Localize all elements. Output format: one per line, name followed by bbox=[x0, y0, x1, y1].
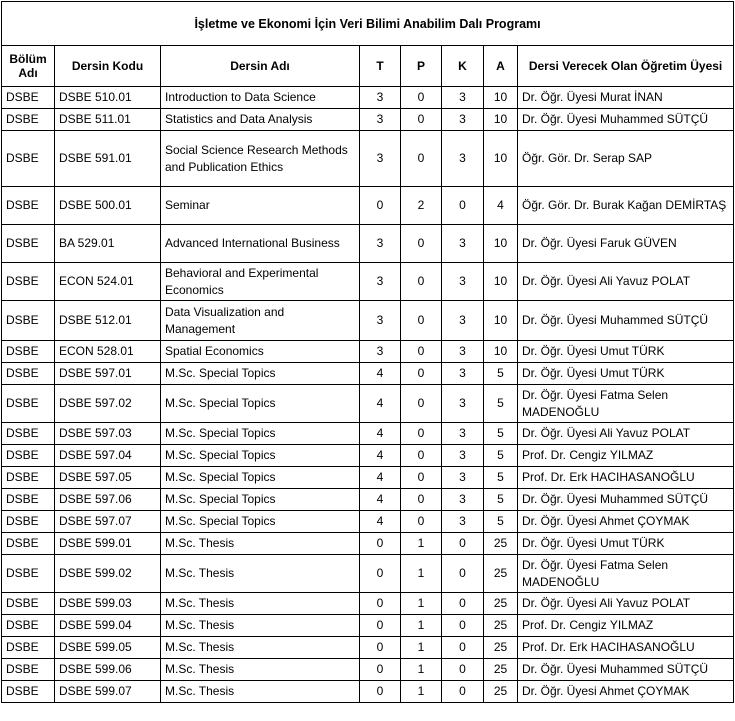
cell-p: 1 bbox=[401, 615, 442, 637]
cell-p: 0 bbox=[401, 489, 442, 511]
table-row bbox=[2, 301, 734, 341]
cell-a: 5 bbox=[484, 385, 518, 423]
cell-p: 0 bbox=[401, 225, 442, 263]
cell-p: 1 bbox=[401, 659, 442, 681]
cell-a: 4 bbox=[484, 187, 518, 225]
cell-course-name: M.Sc. Thesis bbox=[161, 555, 360, 593]
cell-course-code: DSBE 597.05 bbox=[55, 467, 161, 489]
cell-course-code: DSBE 597.07 bbox=[55, 511, 161, 533]
cell-course-name: Behavioral and Experimental Economics bbox=[161, 263, 360, 301]
cell-instructor: Öğr. Gör. Dr. Serap SAP bbox=[518, 131, 734, 187]
table-row bbox=[2, 423, 734, 445]
cell-department: DSBE bbox=[2, 445, 55, 467]
cell-course-name: M.Sc. Special Topics bbox=[161, 423, 360, 445]
cell-department: DSBE bbox=[2, 363, 55, 385]
cell-k: 3 bbox=[442, 263, 484, 301]
cell-t: 4 bbox=[360, 385, 401, 423]
cell-instructor: Dr. Öğr. Üyesi Umut TÜRK bbox=[518, 341, 734, 363]
cell-department: DSBE bbox=[2, 423, 55, 445]
cell-k: 0 bbox=[442, 593, 484, 615]
cell-t: 0 bbox=[360, 615, 401, 637]
cell-instructor: Prof. Dr. Erk HACIHASANOĞLU bbox=[518, 637, 734, 659]
cell-t: 0 bbox=[360, 659, 401, 681]
cell-course-code: DSBE 597.04 bbox=[55, 445, 161, 467]
cell-p: 1 bbox=[401, 555, 442, 593]
cell-a: 5 bbox=[484, 445, 518, 467]
cell-t: 0 bbox=[360, 681, 401, 703]
cell-instructor: Dr. Öğr. Üyesi Ahmet ÇOYMAK bbox=[518, 511, 734, 533]
cell-department: DSBE bbox=[2, 109, 55, 131]
cell-course-name: M.Sc. Special Topics bbox=[161, 385, 360, 423]
cell-a: 25 bbox=[484, 637, 518, 659]
cell-department: DSBE bbox=[2, 511, 55, 533]
cell-course-code: DSBE 597.01 bbox=[55, 363, 161, 385]
cell-p: 1 bbox=[401, 637, 442, 659]
cell-k: 3 bbox=[442, 87, 484, 109]
cell-t: 3 bbox=[360, 225, 401, 263]
cell-department: DSBE bbox=[2, 555, 55, 593]
cell-instructor: Dr. Öğr. Üyesi Ahmet ÇOYMAK bbox=[518, 681, 734, 703]
cell-course-code: DSBE 599.07 bbox=[55, 681, 161, 703]
cell-k: 0 bbox=[442, 659, 484, 681]
cell-k: 3 bbox=[442, 363, 484, 385]
cell-course-code: DSBE 510.01 bbox=[55, 87, 161, 109]
header-course-code: Dersin Kodu bbox=[55, 46, 161, 87]
cell-k: 3 bbox=[442, 225, 484, 263]
cell-k: 3 bbox=[442, 445, 484, 467]
cell-a: 5 bbox=[484, 423, 518, 445]
table-row bbox=[2, 467, 734, 489]
cell-course-name: M.Sc. Thesis bbox=[161, 533, 360, 555]
cell-course-name: Seminar bbox=[161, 187, 360, 225]
cell-t: 3 bbox=[360, 341, 401, 363]
table-row bbox=[2, 87, 734, 109]
cell-t: 4 bbox=[360, 511, 401, 533]
cell-course-code: DSBE 599.03 bbox=[55, 593, 161, 615]
cell-department: DSBE bbox=[2, 659, 55, 681]
cell-department: DSBE bbox=[2, 87, 55, 109]
table-row bbox=[2, 445, 734, 467]
table-row bbox=[2, 533, 734, 555]
table-row bbox=[2, 263, 734, 301]
cell-course-name: M.Sc. Special Topics bbox=[161, 445, 360, 467]
cell-course-code: ECON 524.01 bbox=[55, 263, 161, 301]
cell-department: DSBE bbox=[2, 341, 55, 363]
cell-instructor: Dr. Öğr. Üyesi Ali Yavuz POLAT bbox=[518, 423, 734, 445]
cell-course-code: DSBE 597.03 bbox=[55, 423, 161, 445]
cell-p: 0 bbox=[401, 423, 442, 445]
cell-t: 0 bbox=[360, 637, 401, 659]
cell-t: 0 bbox=[360, 187, 401, 225]
cell-course-code: DSBE 599.02 bbox=[55, 555, 161, 593]
cell-a: 5 bbox=[484, 489, 518, 511]
cell-course-name: Statistics and Data Analysis bbox=[161, 109, 360, 131]
cell-a: 10 bbox=[484, 131, 518, 187]
cell-instructor: Dr. Öğr. Üyesi Ali Yavuz POLAT bbox=[518, 263, 734, 301]
cell-course-name: Social Science Research Methods and Publication Ethics bbox=[161, 131, 360, 187]
cell-course-name: M.Sc. Special Topics bbox=[161, 511, 360, 533]
cell-instructor: Prof. Dr. Erk HACIHASANOĞLU bbox=[518, 467, 734, 489]
cell-a: 25 bbox=[484, 593, 518, 615]
cell-a: 5 bbox=[484, 363, 518, 385]
cell-a: 25 bbox=[484, 615, 518, 637]
table-row bbox=[2, 385, 734, 423]
cell-k: 0 bbox=[442, 187, 484, 225]
cell-k: 0 bbox=[442, 637, 484, 659]
cell-t: 3 bbox=[360, 131, 401, 187]
cell-department: DSBE bbox=[2, 637, 55, 659]
cell-course-code: ECON 528.01 bbox=[55, 341, 161, 363]
table-row bbox=[2, 341, 734, 363]
cell-t: 4 bbox=[360, 467, 401, 489]
cell-p: 1 bbox=[401, 533, 442, 555]
table-row bbox=[2, 225, 734, 263]
course-table bbox=[1, 1, 734, 703]
cell-course-name: M.Sc. Thesis bbox=[161, 637, 360, 659]
cell-p: 0 bbox=[401, 131, 442, 187]
cell-k: 3 bbox=[442, 301, 484, 341]
table-row bbox=[2, 187, 734, 225]
cell-course-code: DSBE 511.01 bbox=[55, 109, 161, 131]
cell-instructor: Prof. Dr. Cengiz YILMAZ bbox=[518, 445, 734, 467]
cell-t: 4 bbox=[360, 489, 401, 511]
cell-k: 0 bbox=[442, 533, 484, 555]
header-p: P bbox=[401, 46, 442, 87]
cell-t: 4 bbox=[360, 423, 401, 445]
cell-department: DSBE bbox=[2, 681, 55, 703]
cell-p: 0 bbox=[401, 87, 442, 109]
cell-instructor: Dr. Öğr. Üyesi Faruk GÜVEN bbox=[518, 225, 734, 263]
cell-t: 3 bbox=[360, 109, 401, 131]
table-row bbox=[2, 555, 734, 593]
cell-k: 0 bbox=[442, 681, 484, 703]
cell-course-code: DSBE 599.05 bbox=[55, 637, 161, 659]
table-row bbox=[2, 511, 734, 533]
cell-a: 25 bbox=[484, 681, 518, 703]
header-t: T bbox=[360, 46, 401, 87]
cell-course-name: M.Sc. Special Topics bbox=[161, 467, 360, 489]
cell-p: 0 bbox=[401, 511, 442, 533]
cell-p: 1 bbox=[401, 593, 442, 615]
cell-course-name: Data Visualization and Management bbox=[161, 301, 360, 341]
header-k: K bbox=[442, 46, 484, 87]
cell-a: 25 bbox=[484, 555, 518, 593]
cell-instructor: Dr. Öğr. Üyesi Muhammed SÜTÇÜ bbox=[518, 659, 734, 681]
cell-k: 3 bbox=[442, 109, 484, 131]
header-a: A bbox=[484, 46, 518, 87]
table-row bbox=[2, 109, 734, 131]
cell-course-name: M.Sc. Thesis bbox=[161, 681, 360, 703]
cell-course-name: M.Sc. Thesis bbox=[161, 659, 360, 681]
cell-department: DSBE bbox=[2, 533, 55, 555]
cell-course-code: DSBE 599.01 bbox=[55, 533, 161, 555]
cell-a: 5 bbox=[484, 467, 518, 489]
cell-course-code: DSBE 599.06 bbox=[55, 659, 161, 681]
cell-k: 0 bbox=[442, 555, 484, 593]
cell-department: DSBE bbox=[2, 225, 55, 263]
cell-course-name: M.Sc. Thesis bbox=[161, 615, 360, 637]
cell-k: 3 bbox=[442, 467, 484, 489]
cell-a: 10 bbox=[484, 341, 518, 363]
cell-p: 0 bbox=[401, 363, 442, 385]
cell-instructor: Dr. Öğr. Üyesi Muhammed SÜTÇÜ bbox=[518, 489, 734, 511]
cell-t: 4 bbox=[360, 445, 401, 467]
cell-course-code: DSBE 599.04 bbox=[55, 615, 161, 637]
cell-k: 3 bbox=[442, 511, 484, 533]
cell-course-name: M.Sc. Special Topics bbox=[161, 489, 360, 511]
table-title: İşletme ve Ekonomi İçin Veri Bilimi Anabilim Dalı Programı bbox=[2, 2, 734, 46]
table-row bbox=[2, 637, 734, 659]
cell-department: DSBE bbox=[2, 467, 55, 489]
cell-a: 10 bbox=[484, 301, 518, 341]
cell-course-name: Introduction to Data Science bbox=[161, 87, 360, 109]
table-row bbox=[2, 363, 734, 385]
cell-department: DSBE bbox=[2, 385, 55, 423]
cell-instructor: Prof. Dr. Cengiz YILMAZ bbox=[518, 615, 734, 637]
cell-course-name: M.Sc. Special Topics bbox=[161, 363, 360, 385]
cell-k: 3 bbox=[442, 423, 484, 445]
cell-p: 0 bbox=[401, 301, 442, 341]
cell-course-name: Advanced International Business bbox=[161, 225, 360, 263]
cell-instructor: Dr. Öğr. Üyesi Umut TÜRK bbox=[518, 363, 734, 385]
cell-k: 3 bbox=[442, 385, 484, 423]
cell-p: 1 bbox=[401, 681, 442, 703]
table-row bbox=[2, 593, 734, 615]
cell-course-code: DSBE 512.01 bbox=[55, 301, 161, 341]
cell-p: 0 bbox=[401, 445, 442, 467]
cell-department: DSBE bbox=[2, 301, 55, 341]
cell-instructor: Öğr. Gör. Dr. Burak Kağan DEMİRTAŞ bbox=[518, 187, 734, 225]
cell-course-code: BA 529.01 bbox=[55, 225, 161, 263]
cell-department: DSBE bbox=[2, 263, 55, 301]
cell-p: 0 bbox=[401, 263, 442, 301]
cell-t: 4 bbox=[360, 363, 401, 385]
cell-a: 10 bbox=[484, 87, 518, 109]
cell-p: 0 bbox=[401, 385, 442, 423]
cell-course-name: Spatial Economics bbox=[161, 341, 360, 363]
cell-t: 3 bbox=[360, 263, 401, 301]
cell-instructor: Dr. Öğr. Üyesi Murat İNAN bbox=[518, 87, 734, 109]
table-row bbox=[2, 615, 734, 637]
cell-a: 10 bbox=[484, 225, 518, 263]
header-course-name: Dersin Adı bbox=[161, 46, 360, 87]
cell-p: 0 bbox=[401, 341, 442, 363]
table-row bbox=[2, 489, 734, 511]
cell-a: 5 bbox=[484, 511, 518, 533]
cell-a: 10 bbox=[484, 263, 518, 301]
cell-department: DSBE bbox=[2, 187, 55, 225]
cell-course-code: DSBE 597.06 bbox=[55, 489, 161, 511]
cell-department: DSBE bbox=[2, 131, 55, 187]
cell-k: 3 bbox=[442, 341, 484, 363]
cell-p: 0 bbox=[401, 467, 442, 489]
table-row bbox=[2, 659, 734, 681]
table-row bbox=[2, 131, 734, 187]
cell-t: 3 bbox=[360, 301, 401, 341]
header-department: Bölüm Adı bbox=[2, 46, 55, 87]
cell-instructor: Dr. Öğr. Üyesi Ali Yavuz POLAT bbox=[518, 593, 734, 615]
cell-t: 0 bbox=[360, 593, 401, 615]
cell-a: 25 bbox=[484, 533, 518, 555]
header-instructor: Dersi Verecek Olan Öğretim Üyesi bbox=[518, 46, 734, 87]
cell-instructor: Dr. Öğr. Üyesi Muhammed SÜTÇÜ bbox=[518, 109, 734, 131]
cell-a: 10 bbox=[484, 109, 518, 131]
cell-course-code: DSBE 591.01 bbox=[55, 131, 161, 187]
cell-instructor: Dr. Öğr. Üyesi Fatma Selen MADENOĞLU bbox=[518, 555, 734, 593]
table-body bbox=[2, 87, 734, 703]
cell-t: 3 bbox=[360, 87, 401, 109]
cell-course-name: M.Sc. Thesis bbox=[161, 593, 360, 615]
cell-a: 25 bbox=[484, 659, 518, 681]
cell-department: DSBE bbox=[2, 615, 55, 637]
cell-k: 0 bbox=[442, 615, 484, 637]
cell-p: 2 bbox=[401, 187, 442, 225]
cell-k: 3 bbox=[442, 131, 484, 187]
cell-p: 0 bbox=[401, 109, 442, 131]
cell-course-code: DSBE 500.01 bbox=[55, 187, 161, 225]
cell-instructor: Dr. Öğr. Üyesi Fatma Selen MADENOĞLU bbox=[518, 385, 734, 423]
cell-t: 0 bbox=[360, 555, 401, 593]
cell-department: DSBE bbox=[2, 489, 55, 511]
cell-k: 3 bbox=[442, 489, 484, 511]
cell-course-code: DSBE 597.02 bbox=[55, 385, 161, 423]
cell-instructor: Dr. Öğr. Üyesi Muhammed SÜTÇÜ bbox=[518, 301, 734, 341]
table-row bbox=[2, 681, 734, 703]
cell-t: 0 bbox=[360, 533, 401, 555]
cell-instructor: Dr. Öğr. Üyesi Umut TÜRK bbox=[518, 533, 734, 555]
cell-department: DSBE bbox=[2, 593, 55, 615]
